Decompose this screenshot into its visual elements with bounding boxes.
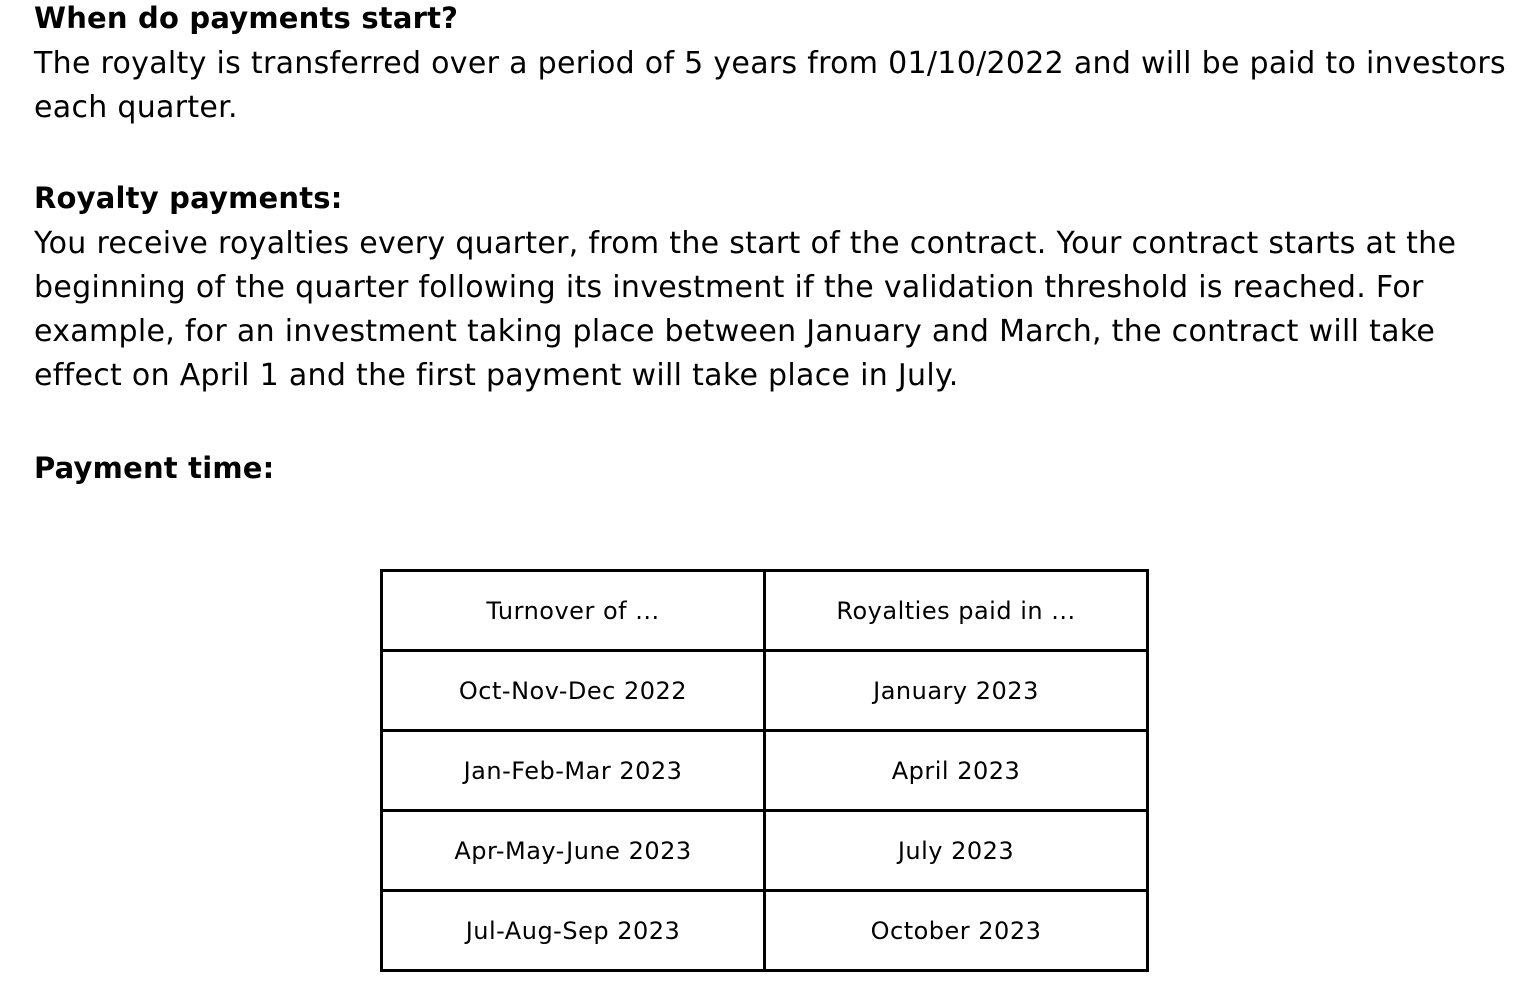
table-cell-royalties: October 2023 (765, 891, 1148, 971)
table-cell-royalties: July 2023 (765, 811, 1148, 891)
table-header-turnover: Turnover of ... (382, 571, 765, 651)
section-heading-royalty-payments: Royalty payments: (34, 181, 343, 215)
table-row (382, 651, 1148, 731)
table-row (382, 811, 1148, 891)
table-cell-turnover: Apr-May-June 2023 (382, 811, 765, 891)
table-cell-turnover: Jul-Aug-Sep 2023 (382, 891, 765, 971)
section-body-royalty-payments: You receive royalties every quarter, from the start of the contract. Your contract starts at the beginning of the quarter following its investment if the validation threshold is reached. For example, for an investment taking place between January and March, the contract will take effect on April 1 and the first payment will take place in July. (34, 226, 1457, 393)
table-cell-turnover: Jan-Feb-Mar 2023 (382, 731, 765, 811)
table-row (382, 891, 1148, 971)
table-row (382, 731, 1148, 811)
section-heading-payments-start: When do payments start? (34, 1, 459, 35)
document-content (34, 0, 1514, 486)
section-heading-payment-time: Payment time: (34, 451, 275, 485)
table-cell-turnover: Oct-Nov-Dec 2022 (382, 651, 765, 731)
payment-schedule-table (380, 569, 1149, 972)
table-header-row (382, 571, 1148, 651)
section-body-payments-start: The royalty is transferred over a period of 5 years from 01/10/2022 and will be paid to investors each quarter. (34, 46, 1506, 125)
table-header-royalties: Royalties paid in ... (765, 571, 1148, 651)
table-cell-royalties: April 2023 (765, 731, 1148, 811)
table-cell-royalties: January 2023 (765, 651, 1148, 731)
